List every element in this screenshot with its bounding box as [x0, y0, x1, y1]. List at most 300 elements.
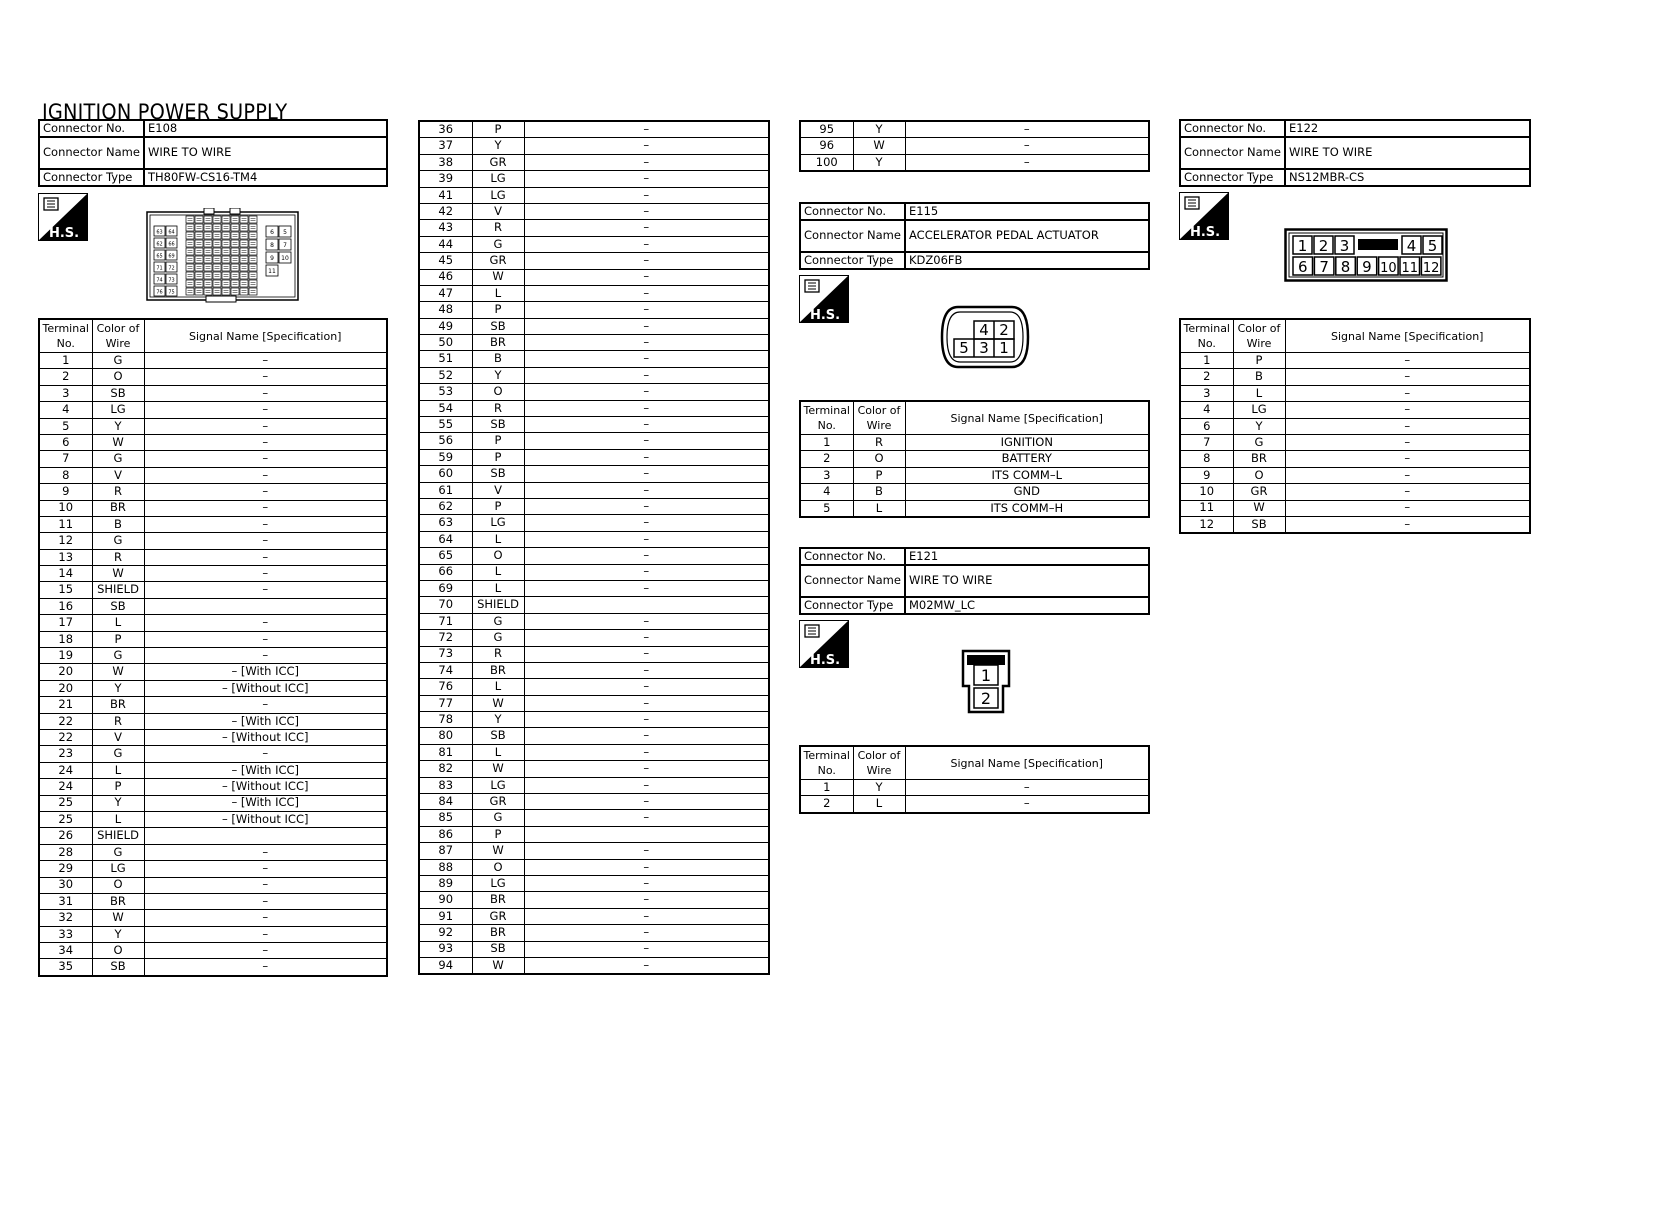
table-row — [1180, 369, 1530, 385]
table-row — [1180, 418, 1530, 434]
wire-color-cell: SB — [92, 598, 144, 614]
table-row — [800, 796, 1149, 813]
wire-color-cell: P — [472, 826, 524, 842]
terminal-no-cell: 8 — [39, 467, 92, 483]
terminal-no-cell: 86 — [419, 826, 472, 842]
signal-name-cell: – — [524, 548, 769, 564]
terminal-no-cell: 91 — [419, 908, 472, 924]
terminal-no-cell: 59 — [419, 449, 472, 465]
table-row — [39, 516, 387, 532]
wire-color-cell: Y — [1233, 418, 1285, 434]
terminal-no-cell: 90 — [419, 892, 472, 908]
terminal-no-cell: 46 — [419, 269, 472, 285]
wire-color-cell: LG — [1233, 402, 1285, 418]
wire-color-cell: Y — [92, 418, 144, 434]
terminal-no-cell: 25 — [39, 811, 92, 827]
terminal-no-cell: 76 — [419, 679, 472, 695]
table-row — [800, 500, 1149, 517]
pin-cell — [213, 232, 221, 239]
table-row — [39, 402, 387, 418]
table-row — [39, 566, 387, 582]
terminal-no-cell: 42 — [419, 203, 472, 219]
pin-cell — [240, 224, 248, 231]
terminal-no-cell: 20 — [39, 664, 92, 680]
connector-type-value: NS12MBR-CS — [1285, 169, 1530, 186]
terminal-no-cell: 54 — [419, 400, 472, 416]
signal-name-cell: – — [524, 679, 769, 695]
table-row — [39, 615, 387, 631]
terminal-no-cell: 37 — [419, 138, 472, 154]
wire-color-cell: Y — [92, 795, 144, 811]
hs-badge-text: H.S. — [1189, 225, 1221, 240]
pin-label: 4 — [979, 321, 989, 339]
signal-name-cell: – — [524, 400, 769, 416]
terminal-no-cell: 92 — [419, 925, 472, 941]
signal-name-cell: – — [144, 861, 387, 877]
pin-cell — [231, 224, 239, 231]
table-row — [39, 893, 387, 909]
pin-label: 3 — [979, 339, 989, 357]
signal-name-cell: – — [144, 893, 387, 909]
pin-cell — [204, 240, 212, 247]
pin-label: 6 — [1297, 258, 1308, 276]
signal-name-cell: – — [905, 154, 1149, 171]
signal-name-cell: – — [1285, 500, 1530, 516]
connector-type-value: TH80FW-CS16-TM4 — [144, 169, 387, 186]
table-row — [419, 925, 769, 941]
wire-color-cell: P — [472, 433, 524, 449]
signal-name-cell: – — [144, 943, 387, 959]
signal-name-cell: – — [905, 121, 1149, 138]
pin-cell — [240, 264, 248, 271]
signal-name-cell — [144, 598, 387, 614]
terminal-no-cell: 24 — [39, 779, 92, 795]
e121-connector-face-diagram — [960, 648, 1012, 716]
signal-name-cell: – — [1285, 467, 1530, 483]
pin-label: 9 — [270, 255, 274, 262]
pin-label: 2 — [999, 321, 1009, 339]
wire-color-cell: W — [92, 910, 144, 926]
pin-cell — [240, 280, 248, 287]
signal-name-cell: – — [1285, 516, 1530, 533]
pin-label: 10 — [281, 255, 289, 262]
wire-color-cell: LG — [92, 402, 144, 418]
pin-cell — [186, 248, 194, 255]
terminal-no-header: Terminal No. — [1180, 319, 1233, 353]
signal-name-cell — [524, 826, 769, 842]
wire-color-cell: LG — [472, 171, 524, 187]
signal-name-cell: – — [524, 515, 769, 531]
table-row — [39, 680, 387, 696]
pin-cell — [222, 224, 230, 231]
terminal-no-cell: 41 — [419, 187, 472, 203]
terminal-no-cell: 84 — [419, 794, 472, 810]
table-row — [419, 564, 769, 580]
terminal-no-header: Terminal No. — [800, 746, 853, 780]
signal-name-cell: – — [524, 941, 769, 957]
terminal-no-cell: 3 — [39, 385, 92, 401]
signal-name-cell: – — [144, 500, 387, 516]
e121-terminal-table — [799, 745, 1150, 814]
connector-no-label: Connector No. — [800, 548, 905, 565]
signal-name-cell: – — [524, 236, 769, 252]
pin-cell — [195, 272, 203, 279]
terminal-no-cell: 26 — [39, 828, 92, 844]
pin-cell — [222, 256, 230, 263]
table-row — [39, 434, 387, 450]
color-of-wire-header: Color of Wire — [853, 401, 905, 435]
table-row — [419, 433, 769, 449]
signal-name-cell: – [With ICC] — [144, 795, 387, 811]
pin-cell — [249, 256, 257, 263]
table-row — [39, 484, 387, 500]
hs-harness-side-icon — [799, 620, 851, 672]
pin-cell — [222, 272, 230, 279]
table-row — [39, 828, 387, 844]
terminal-no-cell: 19 — [39, 648, 92, 664]
pin-cell — [186, 240, 194, 247]
wire-color-cell: P — [472, 449, 524, 465]
wire-color-cell: L — [472, 580, 524, 596]
signal-name-cell: – — [144, 369, 387, 385]
table-row — [39, 713, 387, 729]
table-row — [39, 729, 387, 745]
table-row — [419, 449, 769, 465]
signal-name-cell: BATTERY — [905, 451, 1149, 467]
wire-color-cell: O — [1233, 467, 1285, 483]
terminal-no-cell: 23 — [39, 746, 92, 762]
terminal-no-cell: 2 — [1180, 369, 1233, 385]
signal-name-cell: – — [524, 810, 769, 826]
pin-label: 5 — [283, 229, 287, 236]
pin-cell — [195, 232, 203, 239]
table-row — [39, 795, 387, 811]
table-row — [419, 875, 769, 891]
table-row — [419, 744, 769, 760]
pin-label: 6 — [270, 229, 274, 236]
connector-type-value: M02MW_LC — [905, 597, 1149, 614]
pin-cell — [213, 272, 221, 279]
pin-label: 63 — [156, 229, 163, 236]
terminal-no-cell: 24 — [39, 762, 92, 778]
signal-name-cell: – — [524, 417, 769, 433]
table-row — [419, 630, 769, 646]
e122-connector-info — [1179, 119, 1531, 187]
table-row — [800, 138, 1149, 154]
signal-name-cell: – — [905, 138, 1149, 154]
signal-name-cell: – — [144, 844, 387, 860]
terminal-no-cell: 71 — [419, 613, 472, 629]
signal-name-cell: – — [524, 253, 769, 269]
table-row — [419, 957, 769, 974]
terminal-no-cell: 10 — [1180, 484, 1233, 500]
connector-name-label: Connector Name — [800, 220, 905, 252]
signal-name-cell: – — [1285, 353, 1530, 369]
wire-color-cell: SHIELD — [92, 582, 144, 598]
wire-color-cell: G — [472, 630, 524, 646]
wire-color-cell: LG — [92, 861, 144, 877]
wire-color-cell: W — [853, 138, 905, 154]
terminal-no-cell: 3 — [1180, 385, 1233, 401]
pin-label: 5 — [959, 339, 969, 357]
pin-label: 7 — [283, 242, 287, 249]
signal-name-cell: – — [905, 796, 1149, 813]
signal-name-header: Signal Name [Specification] — [905, 401, 1149, 435]
wire-color-cell: G — [92, 844, 144, 860]
table-row — [800, 484, 1149, 500]
signal-name-cell: – — [524, 794, 769, 810]
pin-label: 9 — [1362, 258, 1372, 276]
wire-color-cell: B — [472, 351, 524, 367]
signal-name-cell: – — [524, 466, 769, 482]
pin-label: 72 — [168, 265, 175, 272]
signal-name-cell: – — [524, 777, 769, 793]
table-row — [1180, 434, 1530, 450]
wire-color-cell: Y — [472, 367, 524, 383]
terminal-no-cell: 11 — [1180, 500, 1233, 516]
terminal-no-cell: 50 — [419, 335, 472, 351]
pin-cell — [195, 248, 203, 255]
wire-color-cell: W — [472, 843, 524, 859]
table-row — [419, 597, 769, 613]
signal-name-cell: – — [524, 433, 769, 449]
pin-cell — [222, 248, 230, 255]
table-row — [800, 467, 1149, 483]
signal-name-cell: – — [524, 695, 769, 711]
signal-name-cell: – — [524, 121, 769, 138]
terminal-no-cell: 89 — [419, 875, 472, 891]
color-of-wire-header: Color of Wire — [853, 746, 905, 780]
terminal-no-cell: 2 — [39, 369, 92, 385]
table-row — [39, 779, 387, 795]
terminal-no-cell: 1 — [39, 353, 92, 369]
table-row — [419, 285, 769, 301]
wire-color-cell: SB — [92, 385, 144, 401]
table-row — [419, 679, 769, 695]
e115-connector-face-diagram — [938, 303, 1032, 371]
terminal-no-cell: 4 — [1180, 402, 1233, 418]
terminal-no-cell: 85 — [419, 810, 472, 826]
pin-label: 65 — [156, 253, 163, 260]
pin-cell — [249, 232, 257, 239]
wire-color-cell: W — [472, 957, 524, 974]
e122-connector-face-diagram — [1284, 228, 1448, 282]
signal-name-cell — [144, 828, 387, 844]
terminal-no-cell: 93 — [419, 941, 472, 957]
signal-name-cell: – — [524, 925, 769, 941]
terminal-no-cell: 10 — [39, 500, 92, 516]
pin-cell — [222, 280, 230, 287]
table-row — [1180, 451, 1530, 467]
pin-cell — [195, 264, 203, 271]
terminal-no-cell: 15 — [39, 582, 92, 598]
pin-cell — [186, 288, 194, 295]
signal-name-cell: – — [144, 566, 387, 582]
terminal-no-cell: 44 — [419, 236, 472, 252]
terminal-no-cell: 28 — [39, 844, 92, 860]
wire-color-cell: LG — [472, 875, 524, 891]
pin-label: 2 — [980, 689, 992, 708]
terminal-no-cell: 6 — [1180, 418, 1233, 434]
pin-cell — [195, 288, 203, 295]
terminal-no-cell: 3 — [800, 467, 853, 483]
signal-name-cell: – — [144, 533, 387, 549]
terminal-no-cell: 52 — [419, 367, 472, 383]
signal-name-cell: ITS COMM–H — [905, 500, 1149, 517]
terminal-no-cell: 4 — [800, 484, 853, 500]
pin-label: 12 — [1422, 261, 1440, 276]
terminal-no-cell: 31 — [39, 893, 92, 909]
wire-color-cell: SB — [472, 318, 524, 334]
wire-color-cell: B — [92, 516, 144, 532]
signal-name-cell: – — [144, 402, 387, 418]
table-row — [419, 466, 769, 482]
pin-label: 10 — [1380, 261, 1397, 276]
terminal-no-cell: 30 — [39, 877, 92, 893]
table-row — [39, 385, 387, 401]
terminal-no-header: Terminal No. — [800, 401, 853, 435]
hs-badge-text: H.S. — [809, 308, 841, 323]
signal-name-cell: – — [524, 875, 769, 891]
e121-connector-info — [799, 547, 1150, 615]
terminal-no-cell: 32 — [39, 910, 92, 926]
table-row — [39, 910, 387, 926]
pin-cell — [204, 216, 212, 223]
signal-name-cell: – — [144, 926, 387, 942]
wire-color-cell: P — [92, 779, 144, 795]
signal-name-cell: – — [524, 531, 769, 547]
terminal-no-cell: 45 — [419, 253, 472, 269]
e108-connector-info — [38, 119, 388, 187]
pin-label: 1 — [980, 666, 992, 685]
wire-color-cell: R — [853, 435, 905, 451]
terminal-no-cell: 80 — [419, 728, 472, 744]
terminal-no-cell: 12 — [39, 533, 92, 549]
signal-name-cell: IGNITION — [905, 435, 1149, 451]
terminal-no-cell: 47 — [419, 285, 472, 301]
signal-name-header: Signal Name [Specification] — [144, 319, 387, 353]
terminal-no-cell: 39 — [419, 171, 472, 187]
connector-type-value: KDZ06FB — [905, 252, 1149, 269]
table-row — [39, 877, 387, 893]
wire-color-cell: SB — [472, 728, 524, 744]
signal-name-header: Signal Name [Specification] — [905, 746, 1149, 780]
table-row — [419, 318, 769, 334]
signal-name-cell: – [Without ICC] — [144, 811, 387, 827]
terminal-no-cell: 61 — [419, 482, 472, 498]
pin-cell — [222, 264, 230, 271]
wire-color-cell: Y — [92, 926, 144, 942]
signal-name-cell: – — [524, 630, 769, 646]
wire-color-cell: GR — [472, 908, 524, 924]
signal-name-cell: – — [144, 648, 387, 664]
wire-color-cell: G — [92, 746, 144, 762]
wire-color-cell: P — [92, 631, 144, 647]
pin-label: 4 — [1406, 237, 1417, 255]
wire-color-cell: BR — [1233, 451, 1285, 467]
pin-cell — [195, 216, 203, 223]
signal-name-cell: GND — [905, 484, 1149, 500]
signal-name-cell: – — [1285, 402, 1530, 418]
pin-cell — [213, 224, 221, 231]
terminal-no-cell: 16 — [39, 598, 92, 614]
connector-name-value: WIRE TO WIRE — [144, 137, 387, 169]
signal-name-cell: – — [524, 449, 769, 465]
pin-label: 71 — [156, 265, 163, 272]
wire-color-cell: G — [472, 810, 524, 826]
terminal-no-cell: 66 — [419, 564, 472, 580]
terminal-no-cell: 48 — [419, 302, 472, 318]
terminal-no-cell: 82 — [419, 761, 472, 777]
pin-cell — [231, 256, 239, 263]
pin-cell — [213, 280, 221, 287]
pin-cell — [249, 288, 257, 295]
table-row — [39, 418, 387, 434]
pin-cell — [213, 288, 221, 295]
terminal-no-cell: 7 — [1180, 434, 1233, 450]
table-row — [39, 631, 387, 647]
terminal-no-cell: 100 — [800, 154, 853, 171]
pin-cell — [204, 224, 212, 231]
connector-name-value: WIRE TO WIRE — [905, 565, 1149, 597]
terminal-no-cell: 62 — [419, 498, 472, 514]
table-row — [419, 794, 769, 810]
pin-cell — [186, 272, 194, 279]
wire-color-cell: P — [1233, 353, 1285, 369]
pin-cell — [249, 216, 257, 223]
pin-cell — [222, 288, 230, 295]
pin-label: 66 — [168, 241, 175, 248]
terminal-no-cell: 56 — [419, 433, 472, 449]
pin-cell — [204, 256, 212, 263]
table-row — [419, 908, 769, 924]
terminal-no-cell: 21 — [39, 697, 92, 713]
pin-cell — [240, 232, 248, 239]
signal-name-cell: – — [524, 203, 769, 219]
pin-label: 8 — [270, 242, 274, 249]
pin-cell — [204, 272, 212, 279]
wire-color-cell: BR — [472, 892, 524, 908]
pin-cell — [195, 240, 203, 247]
signal-name-cell: – — [524, 564, 769, 580]
table-row — [419, 498, 769, 514]
pin-cell — [186, 224, 194, 231]
hs-harness-side-icon — [799, 275, 851, 327]
table-row — [419, 646, 769, 662]
wire-color-cell: Y — [92, 680, 144, 696]
signal-name-cell: – — [144, 746, 387, 762]
wire-color-cell: SHIELD — [92, 828, 144, 844]
pin-cell — [204, 288, 212, 295]
table-row — [419, 482, 769, 498]
wire-color-cell: Y — [472, 712, 524, 728]
signal-name-cell: – — [524, 843, 769, 859]
wire-color-cell: R — [92, 484, 144, 500]
wire-color-cell: L — [472, 744, 524, 760]
wire-color-cell: P — [853, 467, 905, 483]
signal-name-cell: – [Without ICC] — [144, 729, 387, 745]
connector-type-label: Connector Type — [800, 597, 905, 614]
terminal-no-cell: 34 — [39, 943, 92, 959]
wire-color-cell: Y — [853, 154, 905, 171]
table-row — [419, 515, 769, 531]
wire-color-cell: BR — [92, 893, 144, 909]
wire-color-cell: G — [92, 648, 144, 664]
wire-color-cell: L — [472, 531, 524, 547]
wire-color-cell: G — [472, 613, 524, 629]
wire-color-cell: Y — [853, 780, 905, 796]
table-row — [39, 598, 387, 614]
